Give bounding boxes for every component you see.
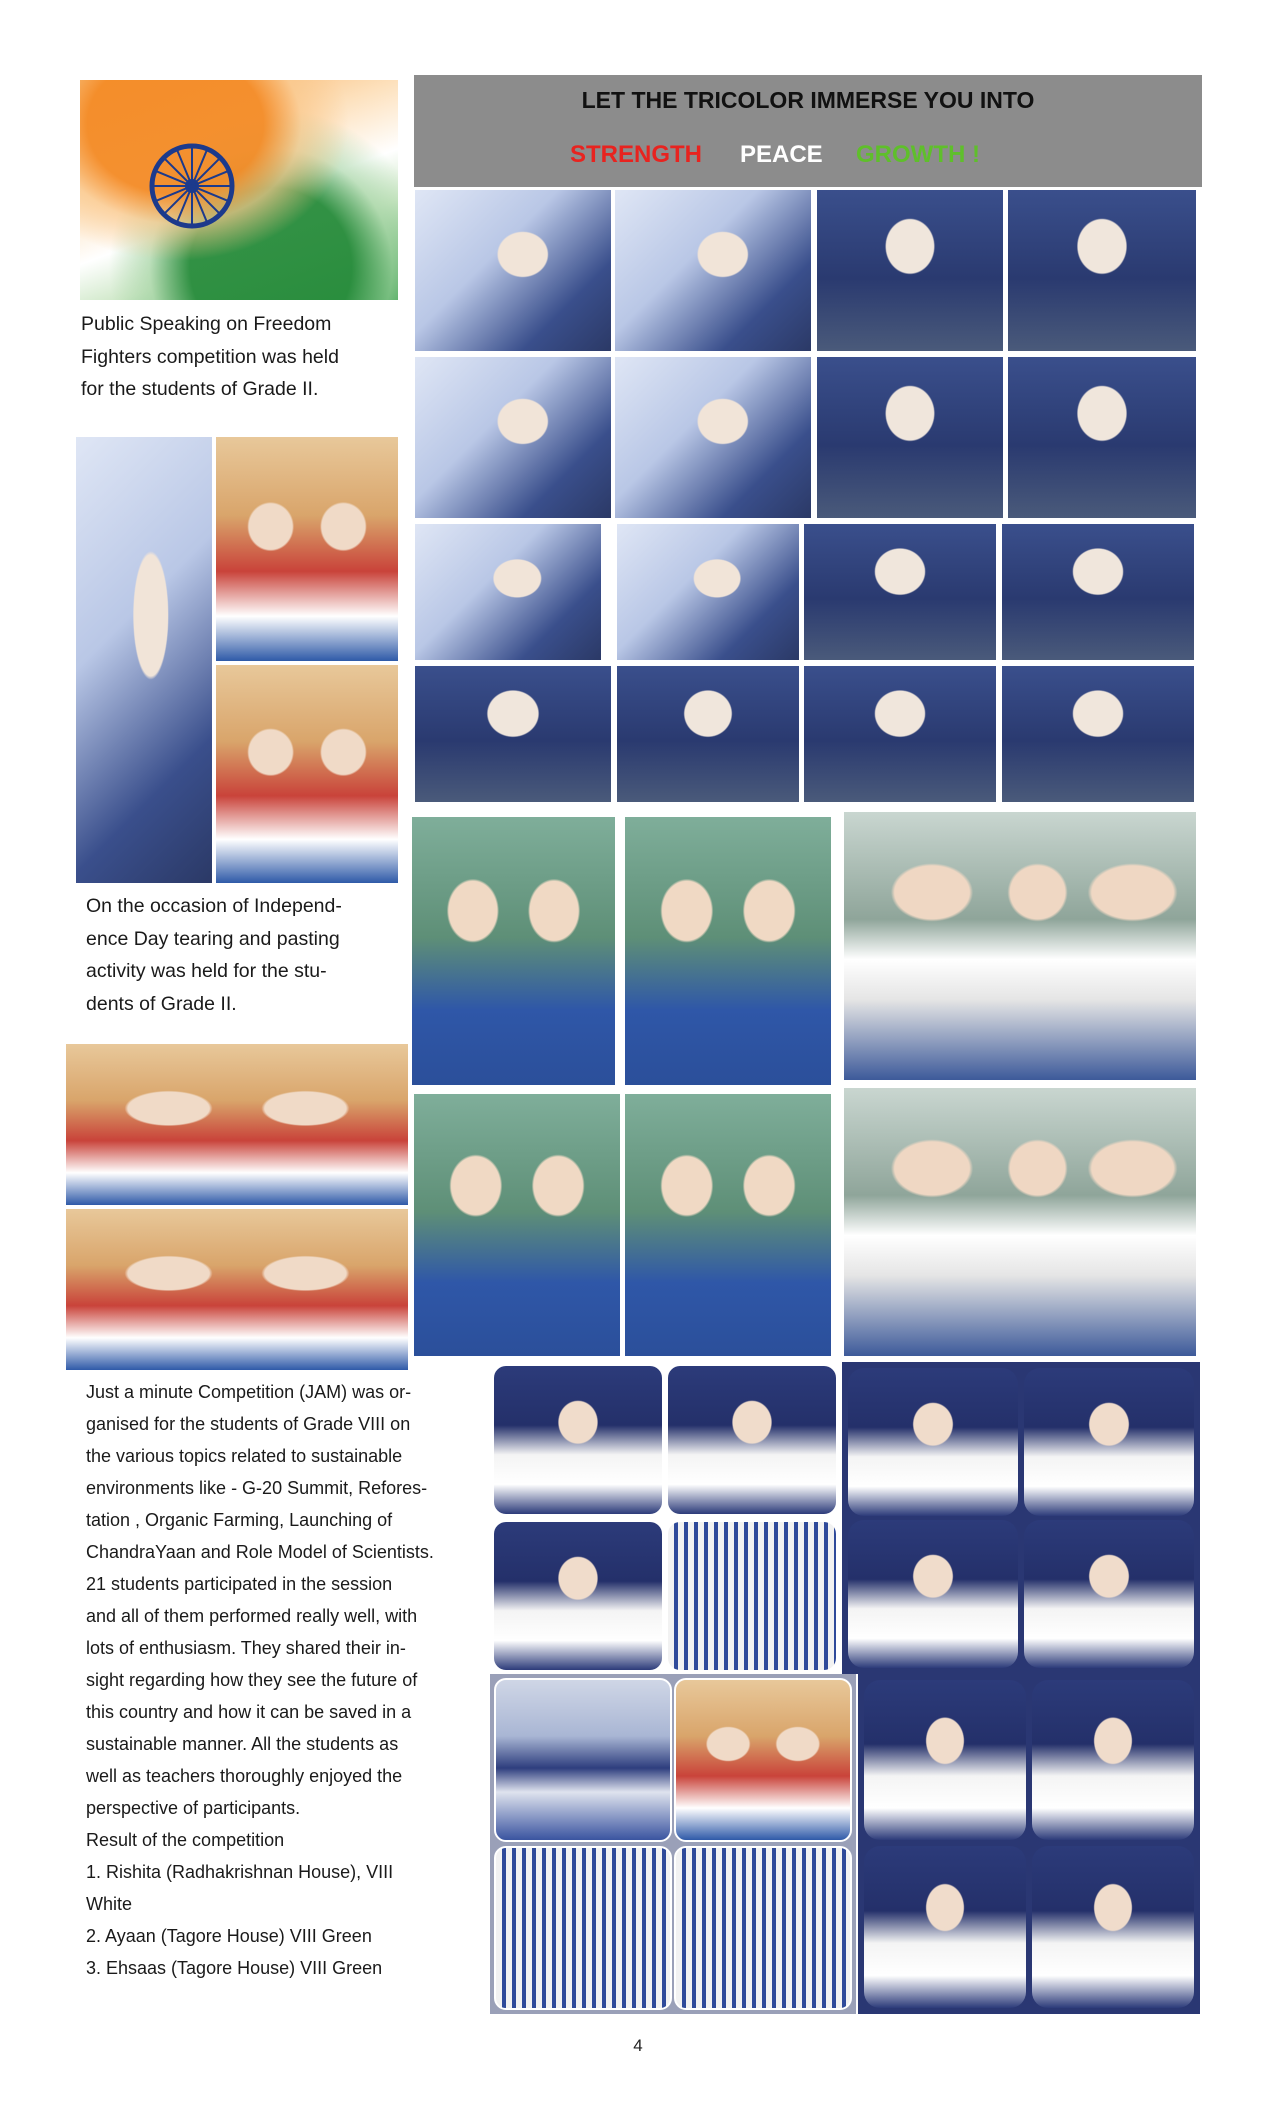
photo-speaker bbox=[413, 522, 603, 662]
photo-speaker bbox=[802, 664, 998, 804]
photo-speaker bbox=[615, 664, 801, 804]
jam-collage-left-top bbox=[490, 1362, 840, 1674]
photo-jam-speaker bbox=[848, 1520, 1018, 1668]
photo-speaker bbox=[815, 188, 1005, 353]
tearing-pasting-text: On the occasion of Independ- ence Day tearing and pasting activity was held for the stu- dents of Grade II. bbox=[86, 895, 342, 1015]
jam-collage-left-bottom bbox=[490, 1674, 856, 2014]
photo-jam-group bbox=[674, 1678, 852, 1842]
ashoka-chakra-icon bbox=[146, 140, 238, 232]
page-number: 4 bbox=[633, 2036, 643, 2055]
public-speaking-text: Public Speaking on Freedom Fighters competition was held for the students of Grade II. bbox=[81, 313, 339, 400]
photo-students-artwork bbox=[623, 815, 833, 1087]
photo-jam-speaker bbox=[1032, 1846, 1194, 2008]
photo-jam-speaker bbox=[666, 1364, 838, 1516]
photo-speaker bbox=[413, 188, 613, 353]
banner-title: LET THE TRICOLOR IMMERSE YOU INTO bbox=[581, 87, 1035, 113]
photo-jam-speaker bbox=[492, 1364, 664, 1516]
tricolor-flag-image bbox=[80, 80, 398, 300]
photo-students-artwork bbox=[842, 810, 1198, 1082]
photo-jam-audience bbox=[666, 1520, 838, 1672]
photo-jam-group bbox=[674, 1846, 852, 2010]
photo-speaker bbox=[1006, 355, 1198, 520]
photo-speaker bbox=[815, 355, 1005, 520]
photo-jam-speaker bbox=[864, 1680, 1026, 1840]
photo-students-group bbox=[214, 435, 400, 663]
photo-speaker bbox=[1000, 664, 1196, 804]
photo-jam-speaker bbox=[1024, 1368, 1194, 1516]
photo-jam-speaker bbox=[1032, 1680, 1194, 1840]
photo-speaker bbox=[613, 188, 813, 353]
photo-students-artwork bbox=[842, 1086, 1198, 1358]
photo-speaker bbox=[413, 664, 613, 804]
photo-speaker bbox=[1000, 522, 1196, 662]
photo-speaker bbox=[613, 355, 813, 520]
photo-jam-speaker bbox=[864, 1846, 1026, 2008]
photo-jam-group bbox=[494, 1678, 672, 1842]
photo-students-artwork bbox=[64, 1207, 410, 1372]
banner bbox=[414, 75, 1202, 187]
photo-students-group bbox=[214, 663, 400, 885]
photo-students-artwork bbox=[410, 815, 617, 1087]
photo-students-artwork bbox=[64, 1042, 410, 1207]
photo-students-artwork bbox=[623, 1092, 833, 1358]
photo-student-flag bbox=[74, 435, 214, 885]
photo-jam-speaker bbox=[1024, 1520, 1194, 1668]
photo-jam-group bbox=[494, 1846, 672, 2010]
photo-jam-speaker bbox=[492, 1520, 664, 1672]
photo-speaker bbox=[413, 355, 613, 520]
jam-collage-right-top bbox=[842, 1362, 1200, 1674]
jam-collage-right-bottom bbox=[858, 1674, 1200, 2014]
jam-competition-text: Just a minute Competition (JAM) was or- ganised for the students of Grade VIII on the various topics related to sustainable environments like - G-20 Summit, Refores- tation , Organic Farming, Launching of ChandraYaan and Role Model of Scientists. 21 students participated in the session and all of them performed really well, with lots of enthusiasm. They shared their in- sight regarding how they see the future of this country and how it can be saved in a sustainable manner. All the students as well as teachers thoroughly enjoyed the perspective of participants. Result of the competition 1. Rishita (Radhakrishnan House), VIII White 2. Ayaan (Tagore House) VIII Green 3. Ehsaas (Tagore House) VIII Green bbox=[86, 1382, 434, 1978]
banner-word-strength: STRENGTH bbox=[570, 141, 702, 168]
photo-jam-speaker bbox=[848, 1368, 1018, 1516]
photo-speaker bbox=[1006, 188, 1198, 353]
banner-word-peace: PEACE bbox=[740, 141, 823, 168]
photo-speaker bbox=[802, 522, 998, 662]
banner-word-growth: GROWTH ! bbox=[856, 141, 980, 168]
photo-speaker bbox=[615, 522, 801, 662]
photo-students-artwork bbox=[412, 1092, 622, 1358]
